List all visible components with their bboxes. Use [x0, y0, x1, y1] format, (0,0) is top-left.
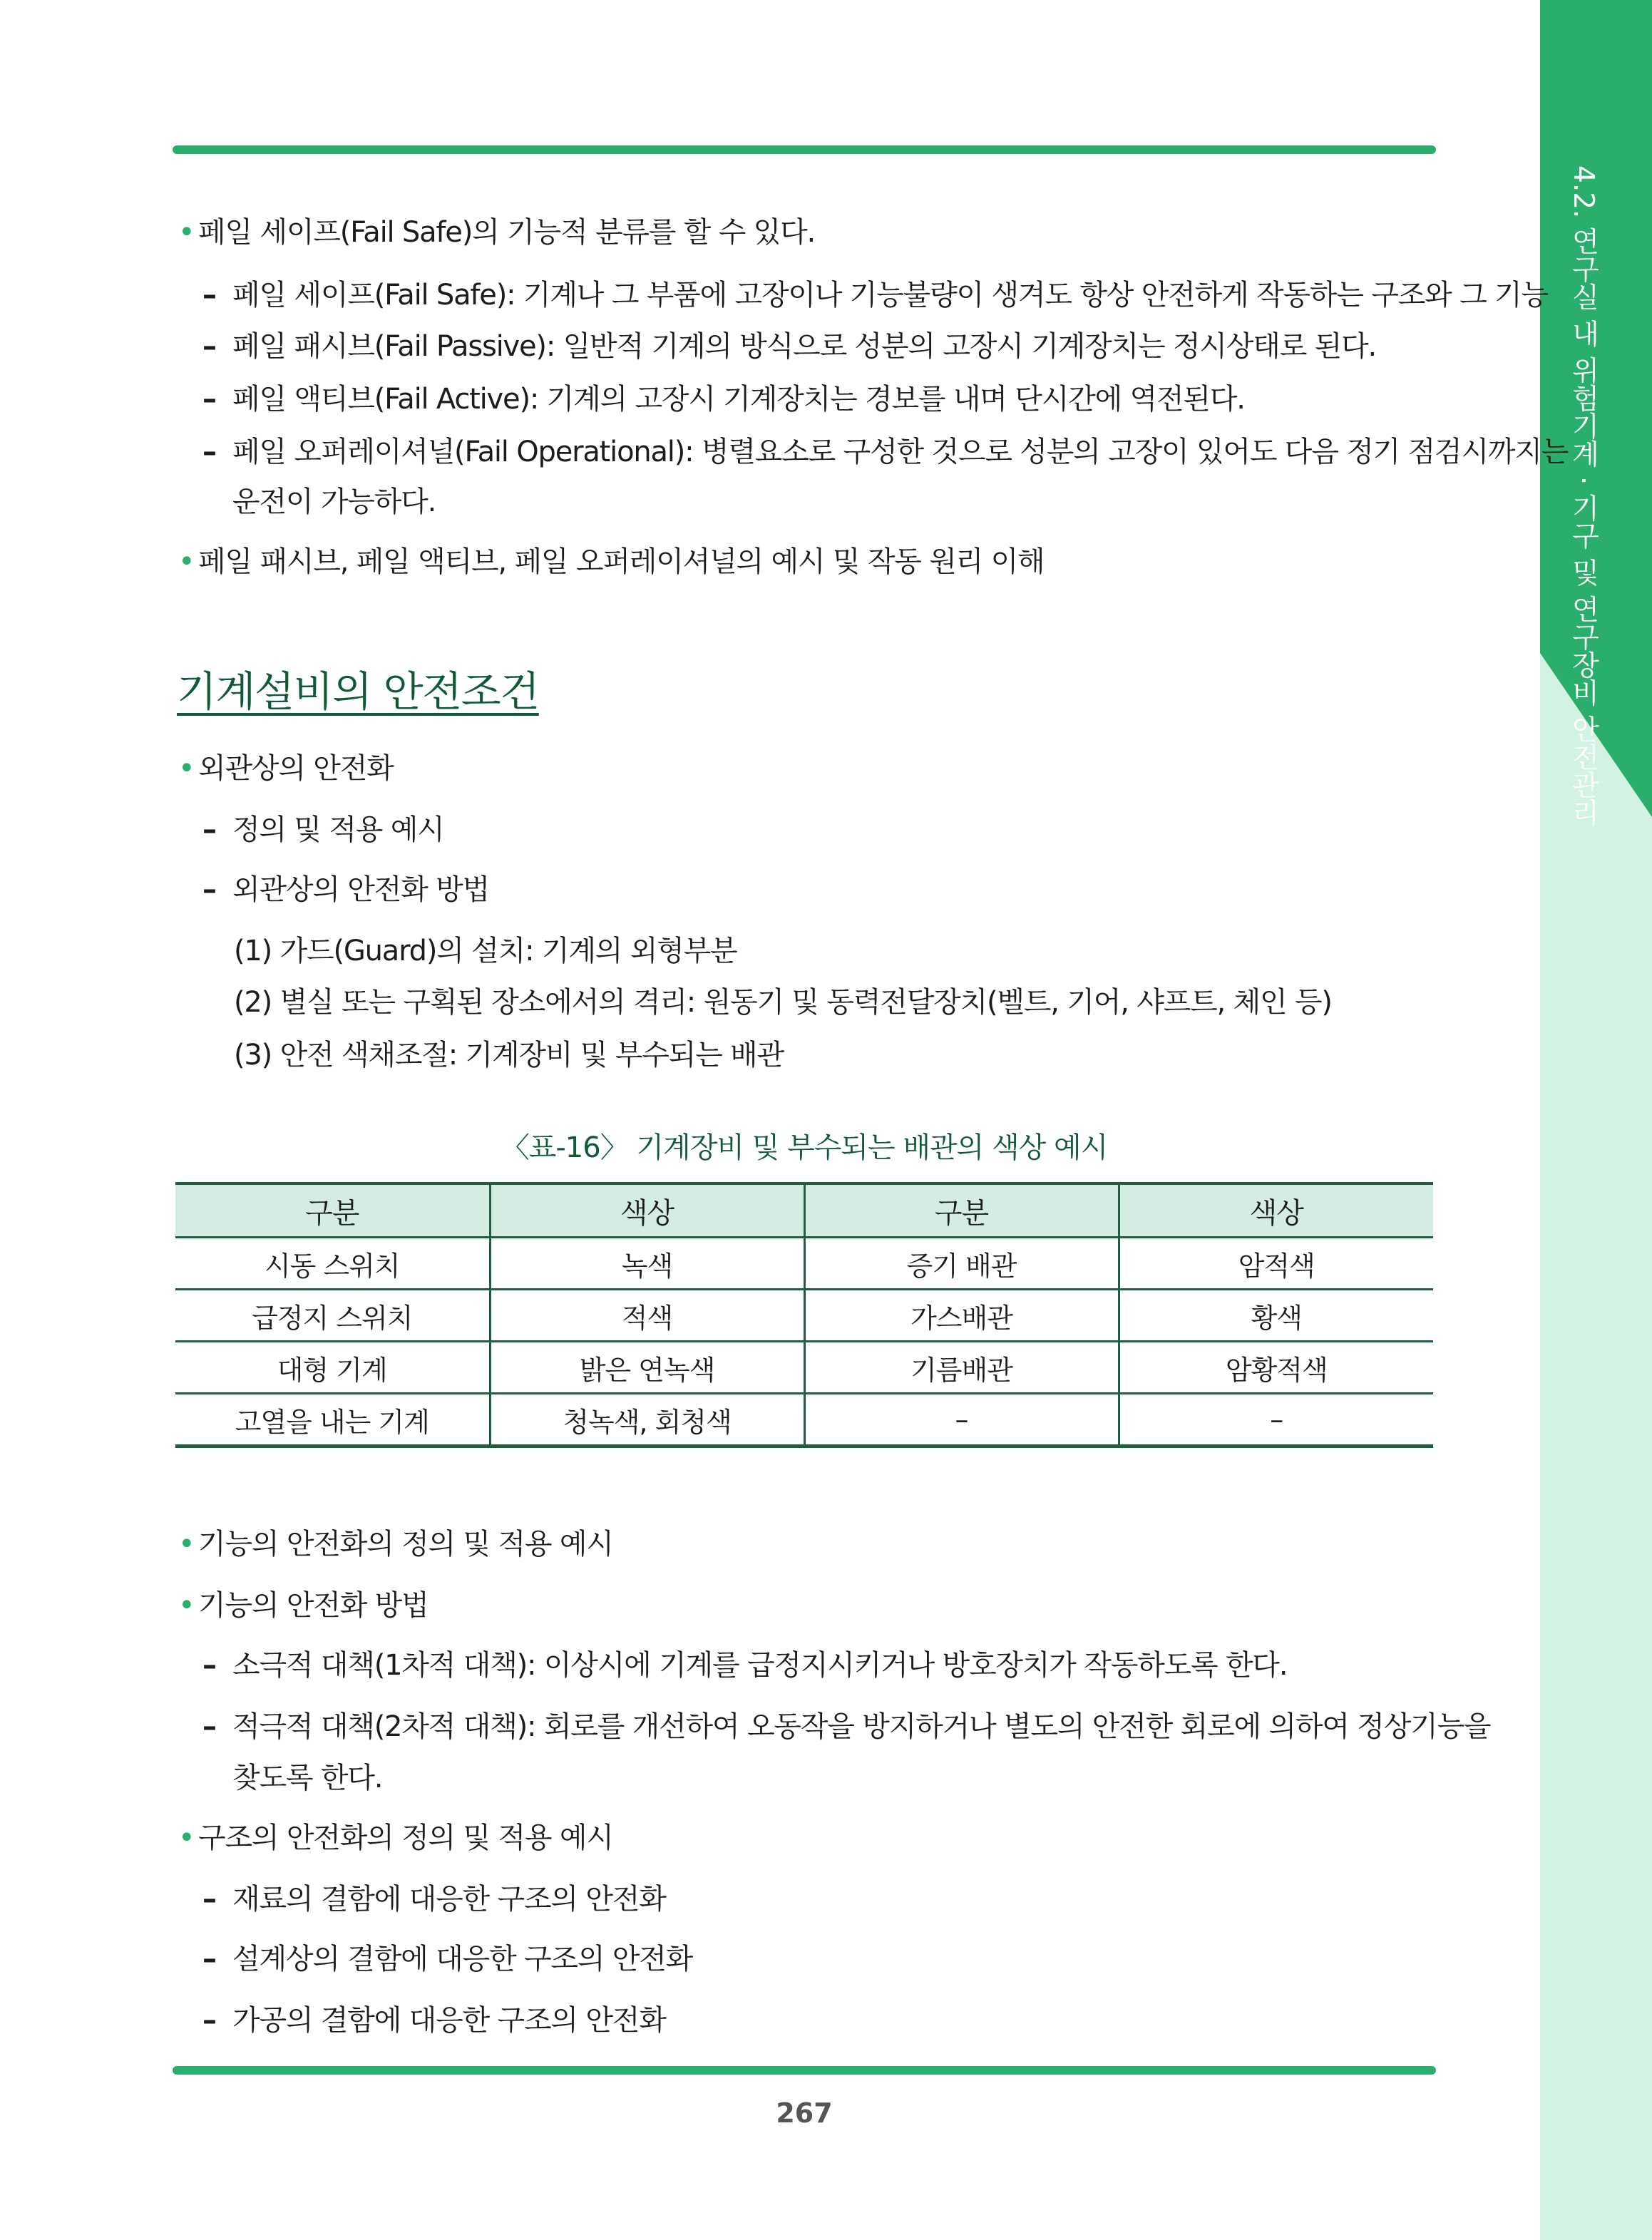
table-cell: 암적색	[1119, 1238, 1433, 1290]
section-title: 기계설비의 안전조건	[177, 667, 539, 716]
list-item-continuation: 찾도록 한다.	[232, 1762, 383, 1794]
table-cell: 고열을 내는 기계	[175, 1394, 490, 1447]
numbered-item: (1) 가드(Guard)의 설치: 기계의 외형부분	[234, 935, 737, 967]
column-header: 구분	[175, 1183, 490, 1238]
list-item-continuation: 운전이 가능하다.	[232, 485, 436, 518]
column-header: 구분	[804, 1183, 1119, 1238]
list-item: – 외관상의 안전화 방법	[232, 868, 489, 911]
table-cell: 시동 스위치	[175, 1238, 490, 1290]
bottom-rule	[173, 2066, 1436, 2075]
table-row	[175, 1342, 1433, 1394]
table-cell: 황색	[1119, 1290, 1433, 1342]
table-cell: –	[804, 1394, 1119, 1447]
color-table	[175, 1182, 1433, 1448]
list-item: – 정의 및 적용 예시	[232, 808, 444, 851]
top-rule	[173, 145, 1436, 154]
chapter-label: 4.2. 연구실 내 위험기계 · 기구 및 연구장비 안전관리	[1567, 165, 1599, 826]
table-cell: 청녹색, 회청색	[490, 1394, 804, 1447]
list-item: • 기능의 안전화의 정의 및 적용 예시	[198, 1523, 613, 1566]
table-row	[175, 1394, 1433, 1447]
list-item: – 페일 세이프(Fail Safe): 기계나 그 부품에 고장이나 기능불량이 생겨도 항상 안전하게 작동하는 구조와 그 기능	[232, 274, 1548, 317]
numbered-item: (2) 별실 또는 구획된 장소에서의 격리: 원동기 및 동력전달장치(벨트, 기어, 샤프트, 체인 등)	[234, 986, 1332, 1019]
column-header: 색상	[490, 1183, 804, 1238]
table-cell: 기름배관	[804, 1342, 1119, 1394]
table-cell: 녹색	[490, 1238, 804, 1290]
table-row	[175, 1238, 1433, 1290]
page-number: 267	[776, 2097, 833, 2129]
list-item: – 적극적 대책(2차적 대책): 회로를 개선하여 오동작을 방지하거나 별도의 안전한 회로에 의하여 정상기능을	[232, 1705, 1490, 1748]
table-cell: 가스배관	[804, 1290, 1119, 1342]
column-header: 색상	[1119, 1183, 1433, 1238]
list-item: • 기능의 안전화 방법	[198, 1584, 429, 1627]
table-row	[175, 1290, 1433, 1342]
list-item: • 페일 패시브, 페일 액티브, 페일 오퍼레이셔널의 예시 및 작동 원리 이해	[198, 540, 1045, 583]
list-item: – 페일 액티브(Fail Active): 기계의 고장시 기계장치는 경보를 내며 단시간에 역전된다.	[232, 378, 1245, 421]
list-item: – 설계상의 결함에 대응한 구조의 안전화	[232, 1938, 692, 1980]
table-caption: 〈표-16〉 기계장비 및 부수되는 배관의 색상 예시	[501, 1131, 1108, 1164]
list-item: • 외관상의 안전화	[198, 747, 394, 790]
table-header-row	[175, 1183, 1433, 1238]
table-cell: 대형 기계	[175, 1342, 490, 1394]
list-item: – 페일 패시브(Fail Passive): 일반적 기계의 방식으로 성분의 고장시 기계장치는 정시상태로 된다.	[232, 325, 1376, 368]
list-item: • 구조의 안전화의 정의 및 적용 예시	[198, 1817, 613, 1859]
list-item: – 가공의 결함에 대응한 구조의 안전화	[232, 1999, 666, 2042]
list-item: – 소극적 대책(1차적 대책): 이상시에 기계를 급정지시키거나 방호장치가 작동하도록 한다.	[232, 1644, 1287, 1687]
table-cell: 밝은 연녹색	[490, 1342, 804, 1394]
table-cell: 암황적색	[1119, 1342, 1433, 1394]
list-item: – 재료의 결함에 대응한 구조의 안전화	[232, 1878, 666, 1921]
numbered-item: (3) 안전 색채조절: 기계장비 및 부수되는 배관	[234, 1039, 784, 1072]
list-item: – 페일 오퍼레이셔널(Fail Operational): 병렬요소로 구성한 것으로 성분의 고장이 있어도 다음 정기 점검시까지는	[232, 431, 1568, 473]
list-item: • 페일 세이프(Fail Safe)의 기능적 분류를 할 수 있다.	[198, 211, 815, 254]
table-cell: –	[1119, 1394, 1433, 1447]
table-cell: 급정지 스위치	[175, 1290, 490, 1342]
table-cell: 적색	[490, 1290, 804, 1342]
table-cell: 증기 배관	[804, 1238, 1119, 1290]
